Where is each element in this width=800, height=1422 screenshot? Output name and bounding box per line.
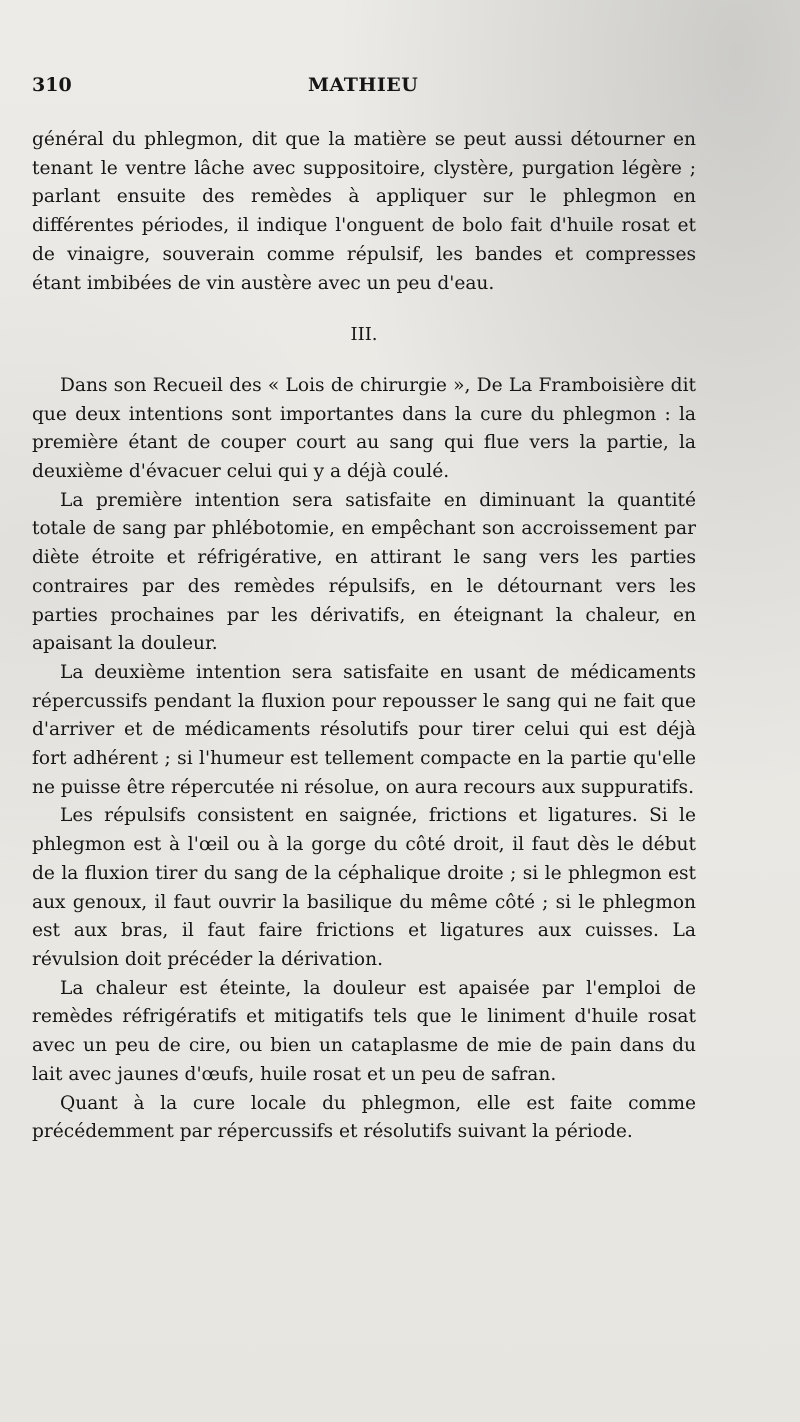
running-head: MATHIEU [308, 74, 419, 96]
paragraph-2: Dans son Recueil des « Lois de chirurgie », De La Framboisière dit que deux intentions sont importantes dans la cure du phlegmon : la première étant de couper court au sang qui flue vers la partie, la deuxième d'évacuer celui qui y a déjà coulé. [32, 374, 696, 483]
paragraph-5: Les répulsifs consistent en saignée, frictions et ligatures. Si le phlegmon est à l'œil ou à la gorge du côté droit, il faut dès le début de la fluxion tirer du sang de la céphalique droite ; si le phlegmon est aux genoux, il faut ouvrir la basilique du même côté ; si le phlegmon est aux bras, il faut faire frictions et ligatures aux cuisses. La révulsion doit précéder la dérivation. [32, 805, 696, 970]
paragraph-6: La chaleur est éteinte, la douleur est apaisée par l'emploi de remèdes réfrigératifs et mitigatifs tels que le liniment d'huile rosat avec un peu de cire, ou bien un cataplasme de mie de pain dans du lait avec jaunes d'œufs, huile rosat et un peu de safran. [32, 977, 696, 1085]
paragraph-7: Quant à la cure locale du phlegmon, elle est faite comme précédemment par répercussifs et résolutifs suivant la période. [32, 1092, 696, 1143]
section-number: III. [350, 324, 378, 346]
page-header [32, 74, 696, 104]
paragraph-1: général du phlegmon, dit que la matière se peut aussi détourner en tenant le ventre lâche avec suppositoire, clystère, purgation légère ; parlant ensuite des remèdes à appliquer sur le phlegmon en différentes périodes, il indique l'onguent de bolo fait d'huile rosat et de vinaigre, souverain comme répulsif, les bandes et compresses étant imbibées de vin austère avec un peu d'eau. [32, 129, 696, 294]
paragraph-4: La deuxième intention sera satisfaite en usant de médicaments répercussifs pendant la fluxion pour repousser le sang qui ne fait que d'arriver et de médicaments résolutifs pour tirer celui qui est déjà fort adhérent ; si l'humeur est tellement compacte en la partie qu'elle ne puisse être répercutée ni résolue, on aura recours aux suppuratifs. [32, 661, 696, 798]
paragraph-3: La première intention sera satisfaite en diminuant la quantité totale de sang par phlébotomie, en empêchant son accroissement par diète étroite et réfrigérative, en attirant le sang vers les parties contraires par des remèdes répulsifs, en le détournant vers les parties prochaines par les dérivatifs, en éteignant la chaleur, en apaisant la douleur. [32, 489, 696, 655]
body-text [32, 126, 696, 1147]
page-number: 310 [32, 74, 72, 96]
